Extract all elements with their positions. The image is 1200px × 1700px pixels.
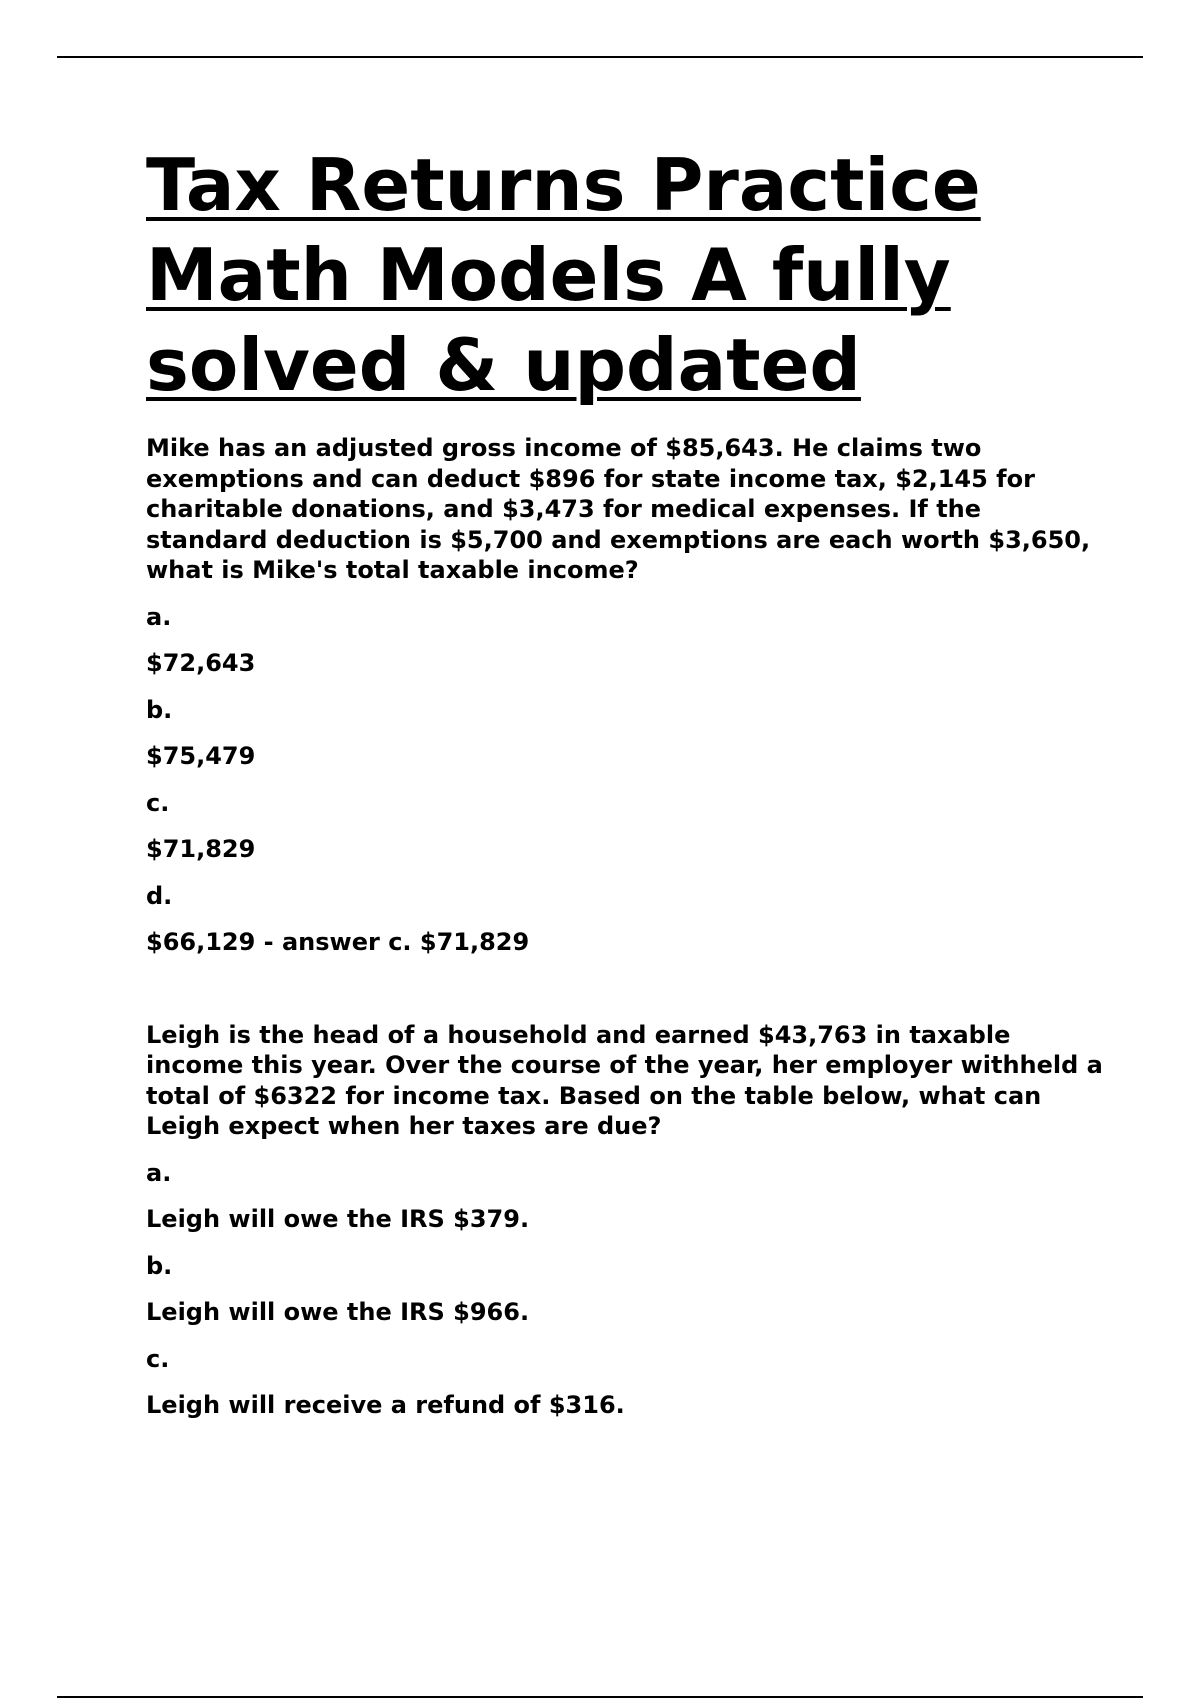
question-1-option-b-value: $75,479	[146, 742, 256, 770]
top-rule	[57, 56, 1143, 58]
document-title: Tax Returns Practice Math Models A fully solved & updated	[146, 143, 981, 407]
question-1-option-a-value: $72,643	[146, 649, 256, 677]
question-2-option-a-label: a.	[146, 1158, 172, 1187]
question-1-option-a-label: a.	[146, 602, 172, 631]
question-1-option-c-value: $71,829	[146, 835, 256, 863]
question-2-option-b-label: b.	[146, 1251, 173, 1280]
question-1-option-b-label: b.	[146, 695, 173, 724]
document-body	[146, 140, 1106, 1421]
bottom-rule	[57, 1696, 1143, 1698]
question-1-text: Mike has an adjusted gross income of $85,643. He claims two exemptions and can deduct $896 for state income tax, $2,145 for charitable donations, and $3,473 for medical expenses. If the standard deduction is $5,700 and exemptions are each worth $3,650, what is Mike's total taxable income?	[146, 434, 1091, 584]
question-1-option-d-value-answer: $66,129 - answer c. $71,829	[146, 928, 530, 956]
question-2-option-a-value: Leigh will owe the IRS $379.	[146, 1205, 530, 1233]
question-2-option-c-value: Leigh will receive a refund of $316.	[146, 1391, 625, 1419]
question-2-option-c-label: c.	[146, 1344, 170, 1373]
question-2-option-b-value: Leigh will owe the IRS $966.	[146, 1298, 530, 1326]
question-1-option-c-label: c.	[146, 788, 170, 817]
question-2-text: Leigh is the head of a household and earned $43,763 in taxable income this year. Over the course of the year, her employer withheld a total of $6322 for income tax. Based on the table below, what can Leigh expect when her taxes are due?	[146, 1020, 1103, 1140]
question-1-option-d-label: d.	[146, 881, 173, 910]
